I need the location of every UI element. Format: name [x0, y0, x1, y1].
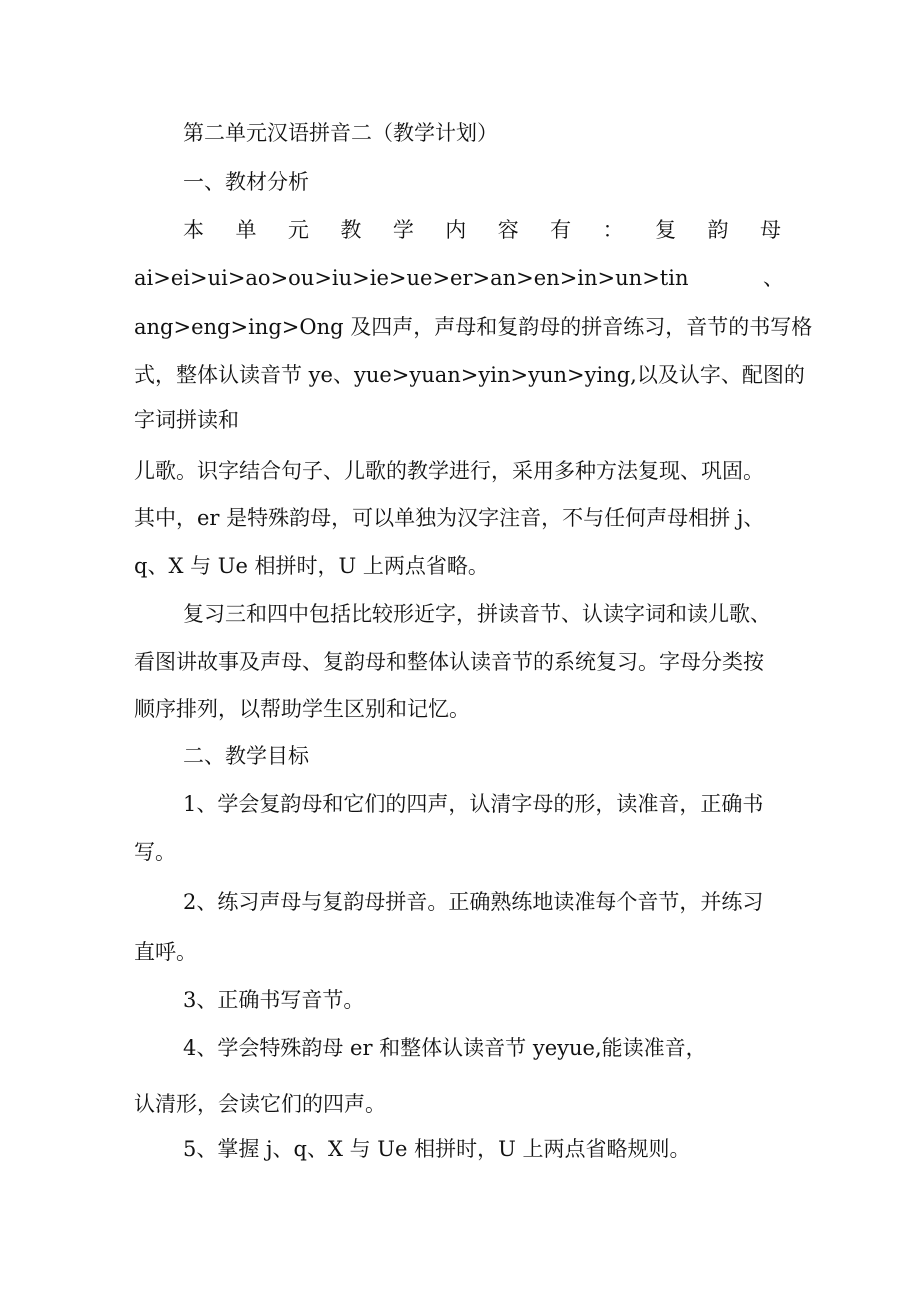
paragraph-2-line-2: 看图讲故事及声母、复韵母和整体认读音节的系统复习。字母分类按	[134, 650, 764, 674]
section-heading-textbook-analysis: 一、教材分析	[183, 170, 309, 194]
lead-char: ：	[602, 218, 624, 242]
paragraph-1-line-6: 儿歌。识字结合句子、儿歌的教学进行，采用多种方法复现、巩固。	[134, 459, 764, 483]
lead-char: 有	[550, 218, 572, 242]
goal-2-line-2: 直呼。	[134, 940, 197, 964]
paragraph-2-line-3: 顺序排列，以帮助学生区别和记忆。	[134, 697, 470, 721]
paragraph-1-line-8: q、X 与 Ue 相拼时，U 上两点省略。	[134, 554, 489, 578]
paragraph-1-lead-line	[183, 218, 781, 242]
lead-char: 复	[655, 218, 677, 242]
lead-char: 母	[759, 218, 781, 242]
goal-5-line-1: 5、掌握 j、q、X 与 Ue 相拼时，U 上两点省略规则。	[183, 1137, 691, 1161]
goal-4-line-2: 认清形，会读它们的四声。	[134, 1092, 386, 1116]
lead-char: 学	[392, 218, 414, 242]
paragraph-2-line-1: 复习三和四中包括比较形近字，拼读音节、认读字词和读儿歌、	[183, 602, 771, 626]
goal-1-line-1: 1、学会复韵母和它们的四声，认清字母的形，读准音，正确书	[183, 792, 764, 816]
goal-2-line-1: 2、练习声母与复韵母拼音。正确熟练地读准每个音节，并练习	[183, 890, 764, 914]
lead-char: 容	[497, 218, 519, 242]
lead-char: 单	[235, 218, 257, 242]
paragraph-1-line-2-comma: 、	[763, 266, 784, 290]
paragraph-1-line-7: 其中，er 是特殊韵母，可以单独为汉字注音，不与任何声母相拼 j、	[134, 506, 765, 530]
paragraph-1-line-4: 式，整体认读音节 ye、yue>yuan>yin>yun>ying,以及认字、配图的	[134, 363, 805, 387]
lead-char: 内	[445, 218, 467, 242]
goal-3-line-1: 3、正确书写音节。	[183, 988, 365, 1012]
paragraph-1-line-5: 字词拼读和	[134, 408, 239, 432]
paragraph-1-line-3: ang>eng>ing>Ong 及四声，声母和复韵母的拼音练习，音节的书写格	[134, 315, 813, 339]
goal-4-line-1: 4、学会特殊韵母 er 和整体认读音节 yeyue,能读准音，	[183, 1036, 707, 1060]
goal-1-line-2: 写。	[134, 840, 176, 864]
lead-char: 教	[340, 218, 362, 242]
lead-char: 元	[287, 218, 309, 242]
lead-char: 韵	[707, 218, 729, 242]
paragraph-1-line-2: ai>ei>ui>ao>ou>iu>ie>ue>er>an>en>in>un>tin	[134, 266, 689, 290]
lead-char: 本	[183, 218, 204, 242]
document-title: 第二单元汉语拼音二（教学计划）	[183, 121, 498, 145]
section-heading-teaching-goals: 二、教学目标	[183, 744, 309, 768]
